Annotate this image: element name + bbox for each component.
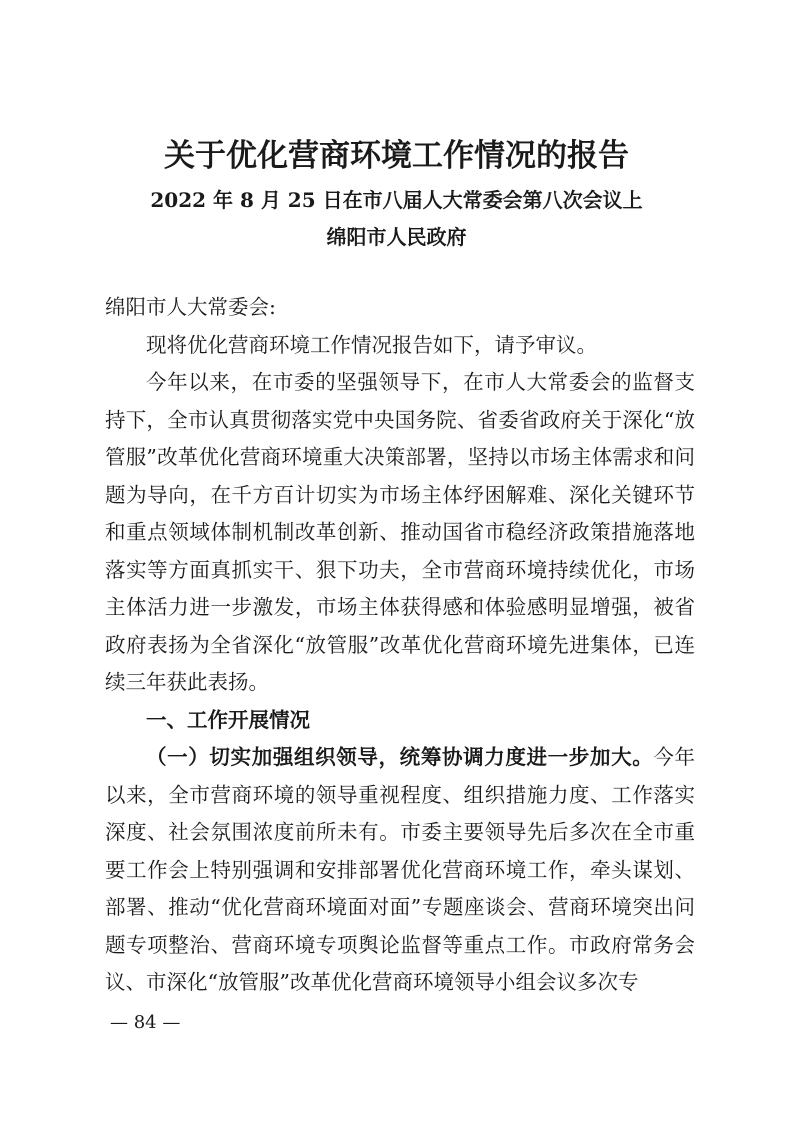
paragraph-overview: 今年以来，在市委的坚强领导下，在市人大常委会的监督支持下，全市认真贯彻落实党中央国务院、省委省政府关于深化“放管服”改革优化营商环境重大决策部署，坚持以市场主体需求和问题为导向，在千方百计切实为市场主体纾困解难、深化关键环节和重点领域体制机制改革创新、推动国省市稳经济政策措施落地落实等方面真抓实干、狠下功夫，全市营商环境持续优化，市场主体活力进一步激发，市场主体获得感和体验感明显增强，被省政府表扬为全省深化“放管服”改革优化营商环境先进集体，已连续三年获此表扬。: [105, 370, 695, 694]
salutation: 绵阳市人大常委会:: [105, 295, 276, 319]
paragraph-intro: 现将优化营商环境工作情况报告如下，请予审议。: [146, 332, 597, 357]
section-heading: 一、工作开展情况: [146, 707, 310, 732]
sub-heading: （一）切实加强组织领导，统筹协调力度进一步加大。: [146, 745, 654, 769]
document-title: 关于优化营商环境工作情况的报告: [164, 138, 629, 174]
document-issuer: 绵阳市人民政府: [326, 225, 467, 249]
document-subtitle: 2022 年 8 月 25 日在市八届人大常委会第八次会议上: [150, 188, 643, 212]
paragraph-section-1-text: 今年以来，全市营商环境的领导重视程度、组织措施力度、工作落实深度、社会氛围浓度前所未有。市委主要领导先后多次在全市重要工作会上特别强调和安排部署优化营商环境工作，牵头谋划、部署、推动“优化营商环境面对面”专题座谈会、营商环境突出问题专项整治、营商环境专项舆论监督等重点工作。市政府常务会议、市深化“放管服”改革优化营商环境领导小组会议多次专: [105, 745, 695, 994]
page-number: — 84 —: [110, 1012, 181, 1033]
document-body: [105, 289, 695, 1002]
paragraph-section-1: [105, 739, 695, 1002]
